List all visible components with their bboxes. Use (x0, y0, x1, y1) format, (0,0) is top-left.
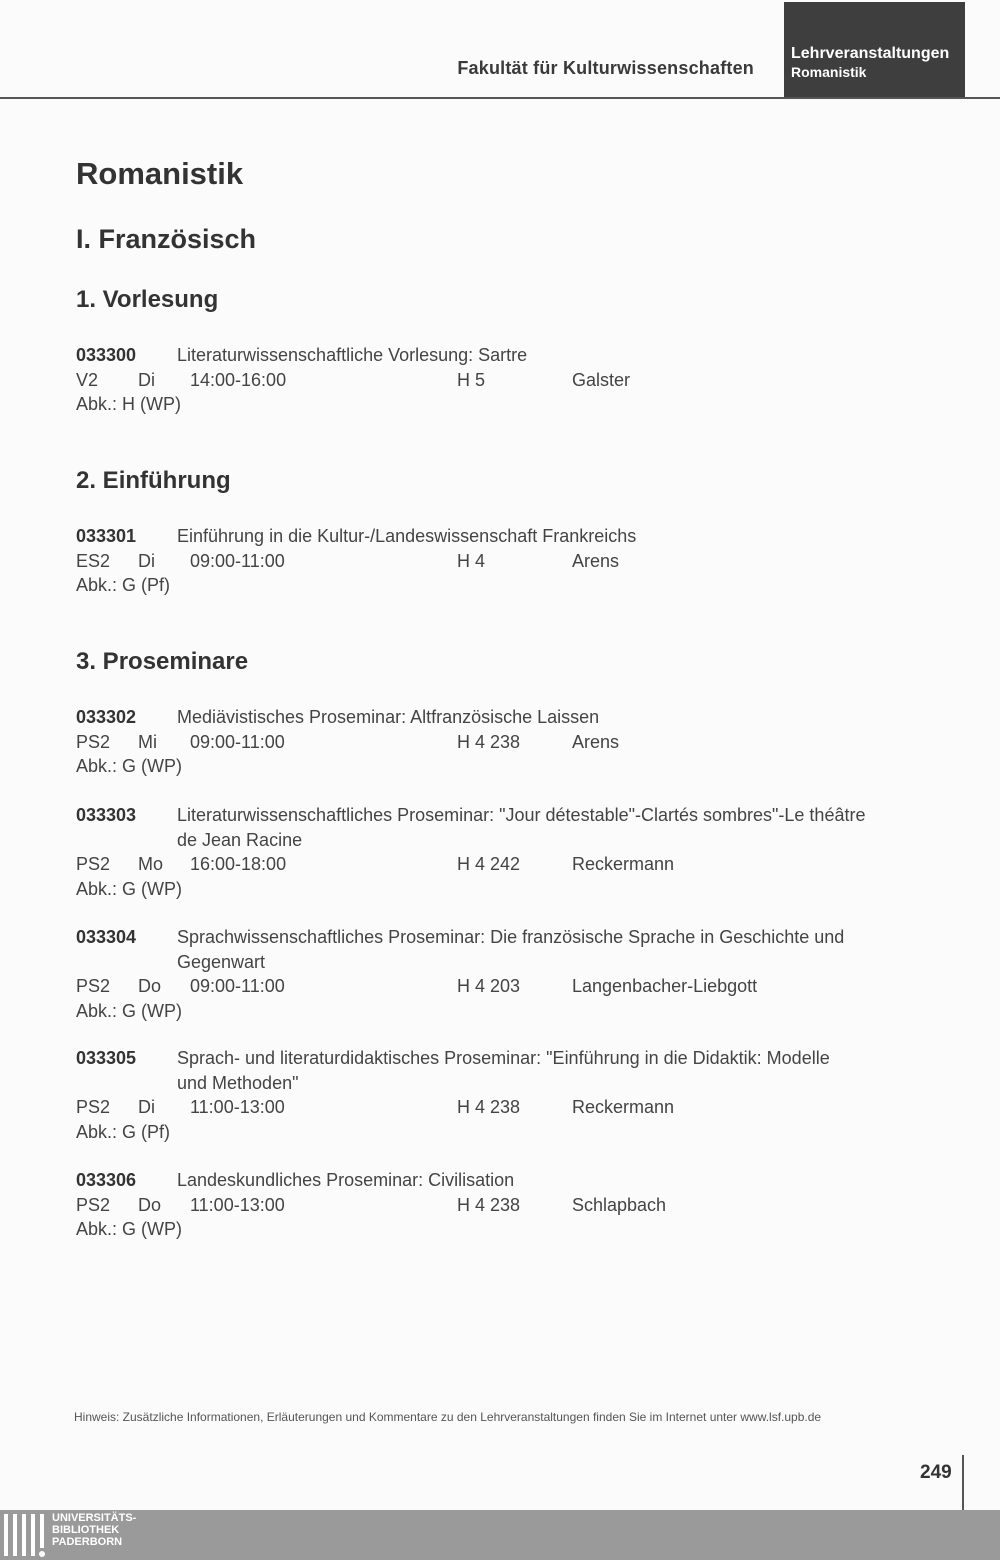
course-entry (76, 803, 896, 901)
course-room: H 4 203 (457, 976, 521, 996)
course-time: 09:00-11:00 (190, 731, 285, 752)
course-title: Sprachwissenschaftliches Proseminar: Die französische Sprache in Geschichte und (177, 927, 845, 947)
course-day: Do (138, 1194, 162, 1215)
course-title-row (76, 925, 896, 950)
course-schedule-row (76, 1095, 896, 1120)
course-entry (76, 1046, 896, 1144)
course-title: Mediävistisches Proseminar: Altfranzösische Laissen (177, 707, 600, 727)
subsection-proseminare: 3. Proseminare (76, 648, 249, 675)
course-number: 033302 (76, 707, 137, 727)
course-abk: Abk.: G (WP) (76, 1219, 183, 1239)
course-title-line2: Gegenwart (177, 951, 266, 972)
course-day: Di (138, 1097, 155, 1117)
footnote: Hinweis: Zusätzliche Informationen, Erläuterungen und Kommentare zu den Lehrveranstaltungen finden Sie im Internet unter www.lsf.upb.de (74, 1410, 822, 1424)
course-room: H 4 238 (457, 1194, 521, 1215)
course-day: Mi (138, 731, 157, 752)
course-number: 033301 (76, 526, 137, 546)
course-type: PS2 (76, 1194, 111, 1215)
course-abk: Abk.: G (Pf) (76, 575, 171, 595)
header-faculty: Fakultät für Kulturwissenschaften (457, 58, 754, 78)
course-entry (76, 1168, 896, 1242)
course-room: H 5 (457, 369, 486, 390)
course-lecturer: Schlapbach (572, 1194, 667, 1215)
course-title: Einführung in die Kultur-/Landeswissenschaft Frankreichs (177, 526, 637, 546)
header-box-title: Lehrveranstaltungen (791, 45, 950, 62)
course-time: 09:00-11:00 (190, 550, 285, 571)
course-entry (76, 524, 896, 598)
course-abk: Abk.: G (Pf) (76, 1121, 171, 1142)
course-title: Sprach- und literaturdidaktisches Proseminar: "Einführung in die Didaktik: Modelle (177, 1048, 830, 1068)
course-room: H 4 238 (457, 1097, 521, 1117)
course-schedule-row (76, 730, 896, 755)
library-footer-bar (0, 1510, 1000, 1560)
subsection-vorlesung: 1. Vorlesung (76, 286, 219, 313)
course-title-continuation (76, 1071, 896, 1096)
course-title-line2: und Methoden" (177, 1072, 299, 1093)
course-title-row (76, 705, 896, 730)
course-title-continuation (76, 828, 896, 853)
header-box-subtitle: Romanistik (791, 64, 867, 80)
course-day: Di (138, 550, 155, 571)
header-divider (0, 97, 1000, 99)
course-day: Mo (138, 854, 164, 874)
course-type: PS2 (76, 976, 111, 996)
library-name-line3: PADERBORN (52, 1536, 123, 1548)
course-type: PS2 (76, 731, 111, 752)
course-lecturer: Reckermann (572, 1097, 675, 1117)
course-title: Literaturwissenschaftliche Vorlesung: Sartre (177, 345, 528, 365)
course-type: V2 (76, 369, 99, 390)
course-entry (76, 343, 896, 417)
course-abk: Abk.: G (WP) (76, 878, 183, 899)
course-day: Do (138, 976, 162, 996)
course-number: 033300 (76, 345, 137, 365)
course-title-line2: de Jean Racine (177, 829, 303, 850)
course-lecturer: Langenbacher-Liebgott (572, 976, 758, 996)
course-title: Literaturwissenschaftliches Proseminar: "Jour détestable"-Clartés sombres"-Le théâtre (177, 805, 866, 825)
library-logo-icon (4, 1514, 48, 1556)
course-schedule-row (76, 974, 896, 999)
page-title: Romanistik (76, 156, 244, 191)
header-section-box (784, 2, 965, 97)
course-time: 11:00-13:00 (190, 1194, 285, 1215)
course-room: H 4 238 (457, 731, 521, 752)
course-entry (76, 925, 896, 1023)
course-number: 033305 (76, 1048, 137, 1068)
course-title-row (76, 803, 896, 828)
library-name (52, 1512, 136, 1548)
course-abk: Abk.: H (WP) (76, 394, 182, 414)
course-schedule-row (76, 852, 896, 877)
course-title: Landeskundliches Proseminar: Civilisation (177, 1170, 515, 1190)
course-time: 14:00-16:00 (190, 369, 287, 390)
course-lecturer: Arens (572, 731, 620, 752)
course-title-continuation (76, 950, 896, 975)
course-time: 09:00-11:00 (190, 976, 285, 996)
course-lecturer: Galster (572, 369, 631, 390)
course-schedule-row (76, 1193, 896, 1218)
course-title-row (76, 1168, 896, 1193)
library-name-line2: BIBLIOTHEK (52, 1524, 120, 1536)
course-lecturer: Arens (572, 550, 620, 571)
course-room: H 4 242 (457, 854, 521, 874)
course-abk: Abk.: G (WP) (76, 1000, 183, 1021)
course-schedule-row (76, 368, 896, 393)
course-time: 16:00-18:00 (190, 854, 287, 874)
course-title-row (76, 343, 896, 368)
course-type: ES2 (76, 550, 111, 571)
course-number: 033306 (76, 1170, 137, 1190)
page-number-divider (962, 1455, 964, 1510)
course-day: Di (138, 369, 155, 390)
section-title: I. Französisch (76, 224, 257, 254)
course-number: 033303 (76, 805, 137, 825)
subsection-einfuehrung: 2. Einführung (76, 467, 231, 494)
course-type: PS2 (76, 1097, 111, 1117)
course-room: H 4 (457, 550, 486, 571)
course-schedule-row (76, 549, 896, 574)
course-abk: Abk.: G (WP) (76, 756, 183, 776)
course-entry (76, 705, 896, 779)
course-time: 11:00-13:00 (190, 1097, 285, 1117)
course-lecturer: Reckermann (572, 854, 675, 874)
course-number: 033304 (76, 927, 137, 947)
library-name-line1: UNIVERSITÄTS- (52, 1512, 137, 1524)
page-number: 249 (920, 1462, 952, 1483)
course-type: PS2 (76, 854, 111, 874)
course-title-row (76, 1046, 896, 1071)
course-title-row (76, 524, 896, 549)
